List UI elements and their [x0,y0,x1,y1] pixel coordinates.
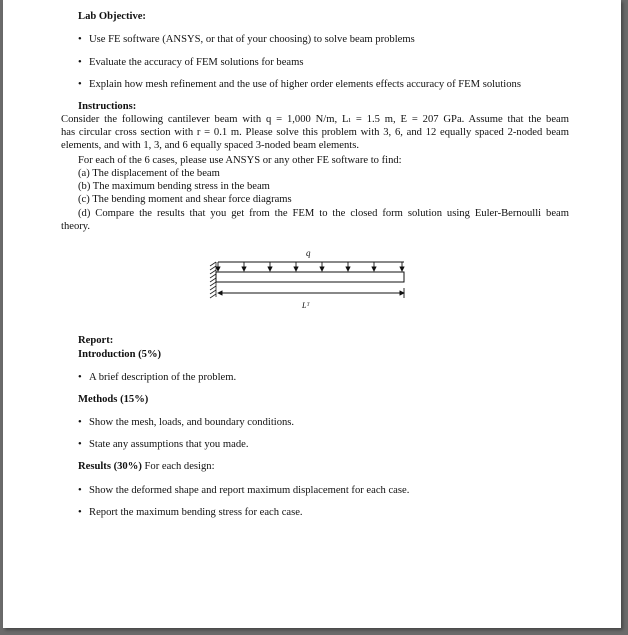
task-d-line-1: (d) Compare the results that you get from the FEM to the closed form solution using Euler-Bernoulli beam [78,208,569,219]
beam [216,272,404,282]
length-label: Lᵀ [302,301,310,310]
results-item-1: • Show the deformed shape and report maximum displacement for each case. [89,484,409,497]
fixed-support-wall [210,262,216,298]
instructions-paragraph [61,113,569,153]
intro-item-1: • A brief description of the problem. [89,371,236,384]
instructions-heading: Instructions: [78,101,137,112]
instructions-intro: For each of the 6 cases, please use ANSYS or any other FE software to find: [78,155,402,166]
length-dimension [218,288,404,298]
methods-item-2: • State any assumptions that you made. [89,438,248,451]
introduction-heading: Introduction (5%) [78,349,162,360]
objective-item-3: • Explain how mesh refinement and the use of higher order elements effects accuracy of FEM solutions [89,78,521,91]
objective-item-2: • Evaluate the accuracy of FEM solutions for beams [89,56,303,69]
task-c: (c) The bending moment and shear force diagrams [78,194,292,205]
report-heading: Report: [78,335,114,346]
load-label: q [306,248,311,258]
instructions-line-2: has circular cross section with r = 0.1 m. Please solve this problem with 3, 6, and 12 equally spaced 2-noded beam [61,127,569,139]
task-a: (a) The displacement of the beam [78,168,220,179]
document-page [3,0,621,628]
cantilever-beam-figure [206,242,416,320]
methods-heading: Methods (15%) [78,394,149,405]
objective-heading: Lab Objective: [78,11,146,22]
task-d-paragraph [61,207,569,233]
instructions-line-1: Consider the following cantilever beam with q = 1,000 N/m, Lₗ = 1.5 m, E = 207 GPa. Assume that the beam [61,114,569,125]
results-suffix: For each design: [141,461,215,472]
results-line [78,460,215,473]
results-heading: Results (30%) [78,461,142,472]
task-d-line-2: theory. [61,221,91,233]
instructions-line-3: elements, and with 1, 3, and 6 equally spaced 3-noded beam elements. [61,140,360,152]
distributed-load [218,262,404,271]
methods-item-1: • Show the mesh, loads, and boundary conditions. [89,416,294,429]
results-item-2: • Report the maximum bending stress for each case. [89,506,303,519]
task-b: (b) The maximum bending stress in the beam [78,181,270,192]
objective-item-1: • Use FE software (ANSYS, or that of your choosing) to solve beam problems [89,33,415,46]
